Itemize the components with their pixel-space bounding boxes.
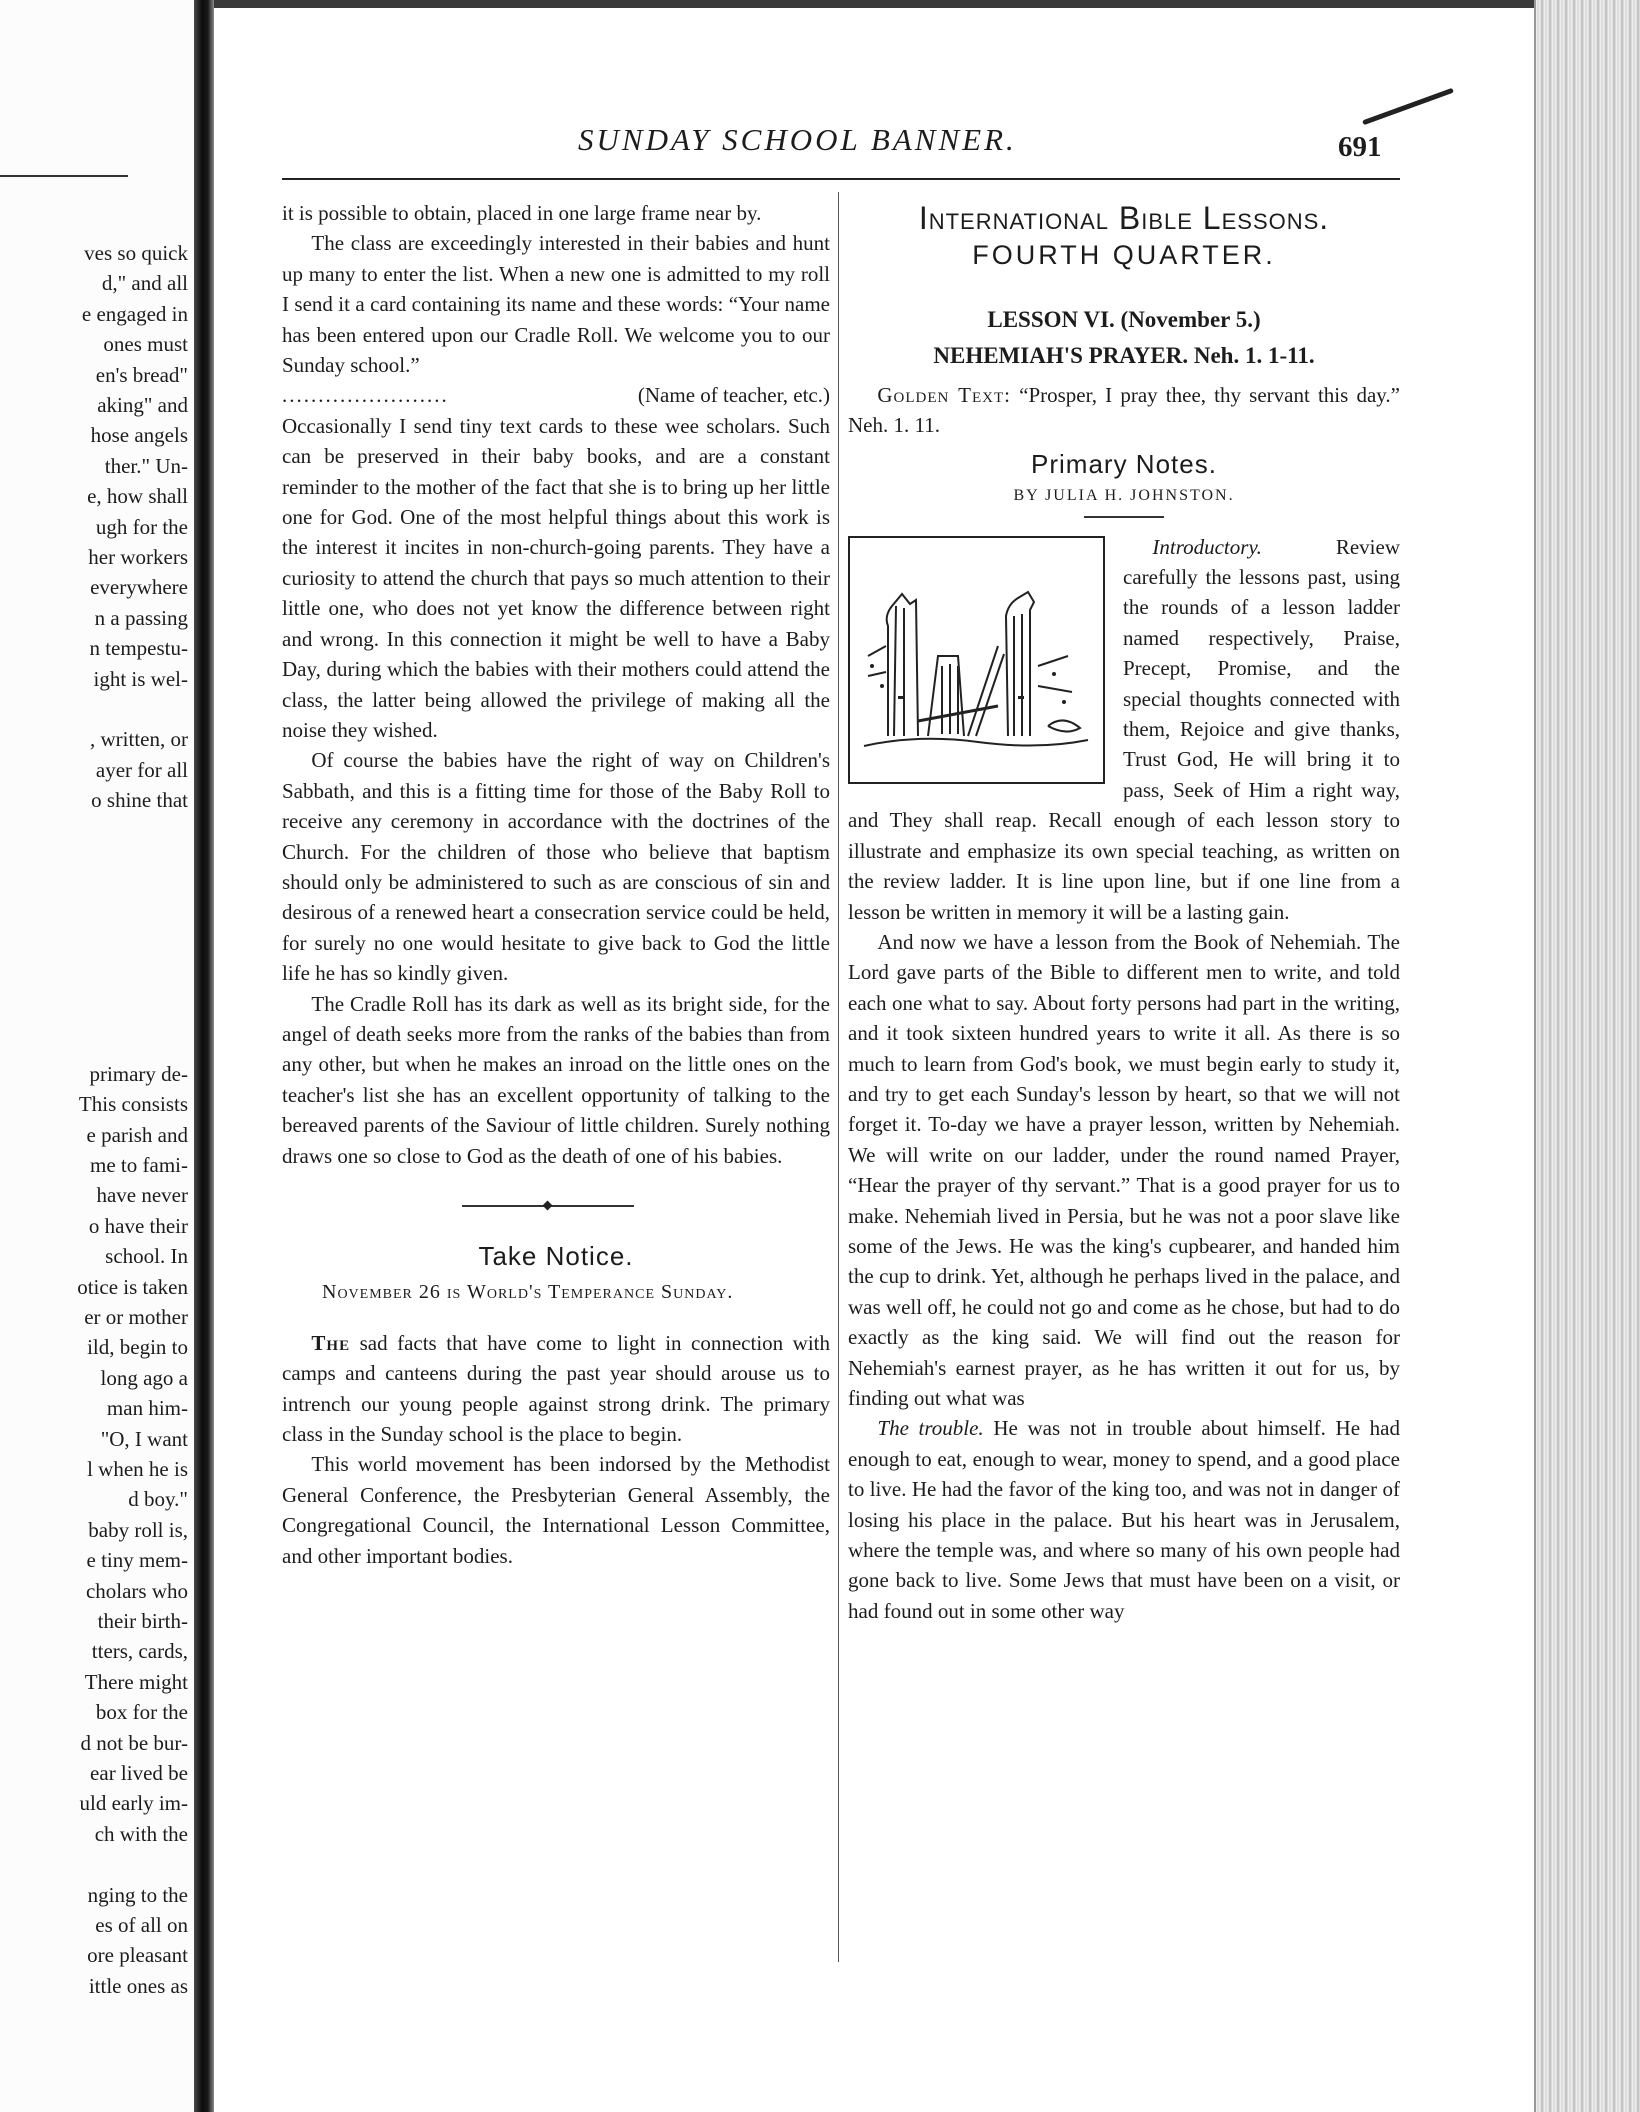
facing-page-line: tters, cards, (91, 1639, 188, 1664)
facing-page-line: ther." Un- (104, 453, 188, 478)
right-column (848, 198, 1400, 1626)
facing-page-fragment (0, 0, 196, 2112)
facing-page-line: cholars who (85, 1578, 188, 1603)
facing-page-line: ch with the (94, 1821, 188, 1846)
facing-page-line: d boy." (128, 1487, 188, 1512)
trouble-text: He was not in trouble about himself. He had enough to eat, enough to wear, money to spend, and a good place to live. He had the favor of the king too, and was not in danger of losing his place in the palace. But his heart was in Jerusalem, where the temple was, and where so many of his own people had gone back to live. Some Jews that must have been on a visit, or had found out in some other way (848, 1416, 1401, 1623)
facing-page-line: ugh for the (95, 514, 188, 539)
paragraph-childrens-sabbath: Of course the babies have the right of way on Children's Sabbath, and this is a fitting time for those of the Baby Roll to receive any ceremony in accordance with the doctrines of the Church. For the children of those who believe that baptism should only be administered to such as are conscious of sin and desirous of a renewed heart a consecration service could be held, for surely no one would hesitate to give back to God the little life he has so kindly given. (282, 748, 830, 986)
facing-page-line: o shine that (91, 788, 188, 813)
paragraph-the-trouble (848, 1413, 1400, 1626)
facing-page-line: me to fami- (90, 1153, 188, 1177)
facing-page-line: nging to the (87, 1882, 188, 1907)
facing-page-line: uld early im- (79, 1791, 188, 1816)
facing-page-line: l when he is (87, 1457, 188, 1481)
golden-text-label: Golden Text: (877, 383, 1011, 407)
facing-page-line: o have their (88, 1213, 188, 1238)
facing-page-line: ild, begin to (87, 1335, 188, 1360)
facing-page-line: otice is taken (77, 1274, 188, 1299)
facing-page-line: box for the (95, 1700, 188, 1725)
facing-page-line: n a passing (94, 605, 188, 630)
facing-page-line: ittle ones as (88, 1973, 188, 1998)
facing-page-line: man him- (106, 1396, 188, 1421)
column-divider (838, 192, 839, 1962)
lessons-title: International Bible Lessons. (918, 200, 1330, 236)
facing-page-line: e tiny mem- (86, 1548, 188, 1573)
lesson-number: LESSON VI. (November 5.) (987, 307, 1261, 332)
facing-page-line: their birth- (97, 1609, 188, 1633)
paragraph-continuation: it is possible to obtain, placed in one large frame near by. (282, 201, 762, 225)
facing-page-line: primary de- (89, 1061, 188, 1086)
facing-page-line: ones must (103, 332, 188, 357)
running-head: SUNDAY SCHOOL BANNER. (578, 122, 1017, 157)
paragraph-temperance (282, 1328, 830, 1450)
book-gutter (194, 0, 214, 2112)
quarter-heading: FOURTH QUARTER. (972, 240, 1276, 270)
facing-page-line: ayer for all (95, 757, 188, 782)
ruined-gate-illustration (848, 536, 1105, 784)
ornament-diamond (543, 1201, 553, 1211)
facing-page-line: e engaged in (81, 301, 188, 326)
take-notice-subtitle: November 26 is World's Temperance Sunday. (322, 1281, 734, 1304)
paragraph-dark-side: The Cradle Roll has its dark as well as its bright side, for the angel of death seeks more from the ranks of the babies than from any other, but when he makes an inroad on the little ones on the teacher's list she has an excellent opportunity of talking to the bereaved parents of the Saviour of little children. Surely nothing draws one so close to God as the death of one of his babies. (282, 991, 830, 1168)
facing-page-line: her workers (88, 545, 188, 569)
teacher-signature-line (282, 380, 830, 410)
intro-text: Review carefully the lessons past, using the rounds of a lesson ladder named respectively, Praise, Precept, Promise, and the special thoughts connected with them, Rejoice and give thanks, Trust God, He will bring it to pass, Seek of Him a right way, and They shall reap. Recall enough of each lesson story to illustrate and emphasize its own special teaching, as written on the review ladder. It is line upon line, but if one line from a lesson be written in memory it will be a lasting gain. (848, 534, 1400, 924)
facing-page-line: en's bread" (95, 362, 188, 387)
paragraph-text-cards: Occasionally I send tiny text cards to these wee scholars. Such can be preserved in their baby books, and are a constant reminder to the mother of the fact that she is to bring up her little one for God. One of the most helpful things about this work is the interest it incites in non-church-going parents. They have a curiosity to attend the church that pays so much attention to their little one, who does not yet know the difference between right and wrong. In this connection it might be well to have a Baby Day, during which the babies with their mothers could attend the class, the latter being allowed the privilege of making all the noise they wished. (282, 413, 830, 742)
facing-page-line: have never (96, 1183, 188, 1208)
take-notice-heading: Take Notice. (478, 1241, 634, 1271)
facing-page-line: d not be bur- (80, 1730, 188, 1755)
page-number: 691 (1338, 131, 1382, 163)
facing-page-line: school. In (105, 1244, 188, 1269)
lesson-title: NEHEMIAH'S PRAYER. Neh. 1. 1-11. (933, 343, 1315, 368)
facing-page-line: n tempestu- (89, 636, 188, 661)
facing-page-line: ear lived be (90, 1761, 188, 1785)
facing-page-line: hose angels (90, 423, 188, 448)
facing-page-line: er or mother (84, 1305, 188, 1329)
facing-page-line: everywhere (90, 575, 188, 600)
book-page-edges (1536, 0, 1640, 2112)
trouble-label: The trouble. (877, 1416, 984, 1441)
facing-page-line: This consists (78, 1092, 188, 1117)
facing-page-line: es of all on (95, 1913, 188, 1937)
section-ornament (282, 1191, 830, 1221)
paragraph-world-movement: This world movement has been indorsed by the Methodist General Conference, the Presbyterian General Assembly, the Congregational Council, the International Lesson Committee, and other important bodies. (282, 1452, 830, 1568)
scan-top-edge (196, 0, 1536, 8)
notice-first-word: The (311, 1330, 351, 1355)
pen-stroke-mark (1362, 88, 1454, 126)
facing-page-line: There might (84, 1669, 188, 1694)
intro-label: Introductory. (1152, 534, 1262, 559)
facing-page-line: , written, or (90, 727, 188, 752)
paragraph-book-of-nehemiah: And now we have a lesson from the Book of Nehemiah. The Lord gave parts of the Bible to different men to write, and told each one what to say. About forty persons had part in the writing, and it took sixteen hundred years to write it all. As there is so much to learn from God's book, we must begin early to study it, and try to get each Sunday's lesson by heart, so that we will not forget it. To-day we have a prayer lesson, written by Nehemiah. We will write on our ladder, under the round named Prayer, “Hear the prayer of thy servant.” That is a good prayer for us to make. Nehemiah lived in Persia, but he was not a poor slave like some of the Jews. He was the king's cupbearer, and handed him the cup to drink. Yet, although he perhaps lived in the palace, and was well off, he could not go and come as he chose, but had to do exactly as the king said. We will find out the reason for Nehemiah's earnest prayer, as he has written it out for us, by finding out what was (848, 929, 1400, 1410)
teacher-name: (Name of teacher, etc.) (637, 383, 830, 408)
golden-text-body: “Prosper, I pray thee, thy servant this day.” Neh. 1. 11. (848, 383, 1400, 438)
golden-text (848, 380, 1400, 441)
facing-page-line: d," and all (101, 271, 188, 296)
paragraph-cradle-roll-card: The class are exceedingly interested in their babies and hunt up many to enter the list. When a new one is admitted to my roll I send it a card containing its name and these words: “Your name has been entered upon our Cradle Roll. We welcome you to our Sunday school.” (282, 231, 830, 378)
facing-page-rule (0, 175, 128, 177)
middle-column (282, 198, 830, 1571)
teacher-dots: ....................... (282, 383, 449, 408)
byline-rule (1084, 516, 1164, 518)
facing-page-line: e, how shall (87, 484, 188, 509)
facing-page-line: aking" and (97, 393, 188, 417)
facing-page-line: baby roll is, (88, 1517, 188, 1542)
header-rule (282, 178, 1400, 180)
facing-page-line: ves so quick (84, 241, 188, 265)
facing-page-line: "O, I want (100, 1426, 188, 1451)
facing-page-line: ore pleasant (87, 1943, 188, 1968)
ruined-gate-icon (858, 546, 1095, 774)
facing-page-line: e parish and (86, 1122, 188, 1147)
author-byline: BY JULIA H. JOHNSTON. (1013, 487, 1235, 505)
primary-notes-heading: Primary Notes. (1031, 448, 1217, 479)
facing-page-line: ight is wel- (93, 666, 188, 691)
facing-page-line: long ago a (100, 1365, 188, 1390)
notice-text: sad facts that have come to light in connection with camps and canteens during the past year should arouse us to intrench our young people against strong drink. The primary class in the Sunday school is the place to begin. (282, 1330, 831, 1447)
